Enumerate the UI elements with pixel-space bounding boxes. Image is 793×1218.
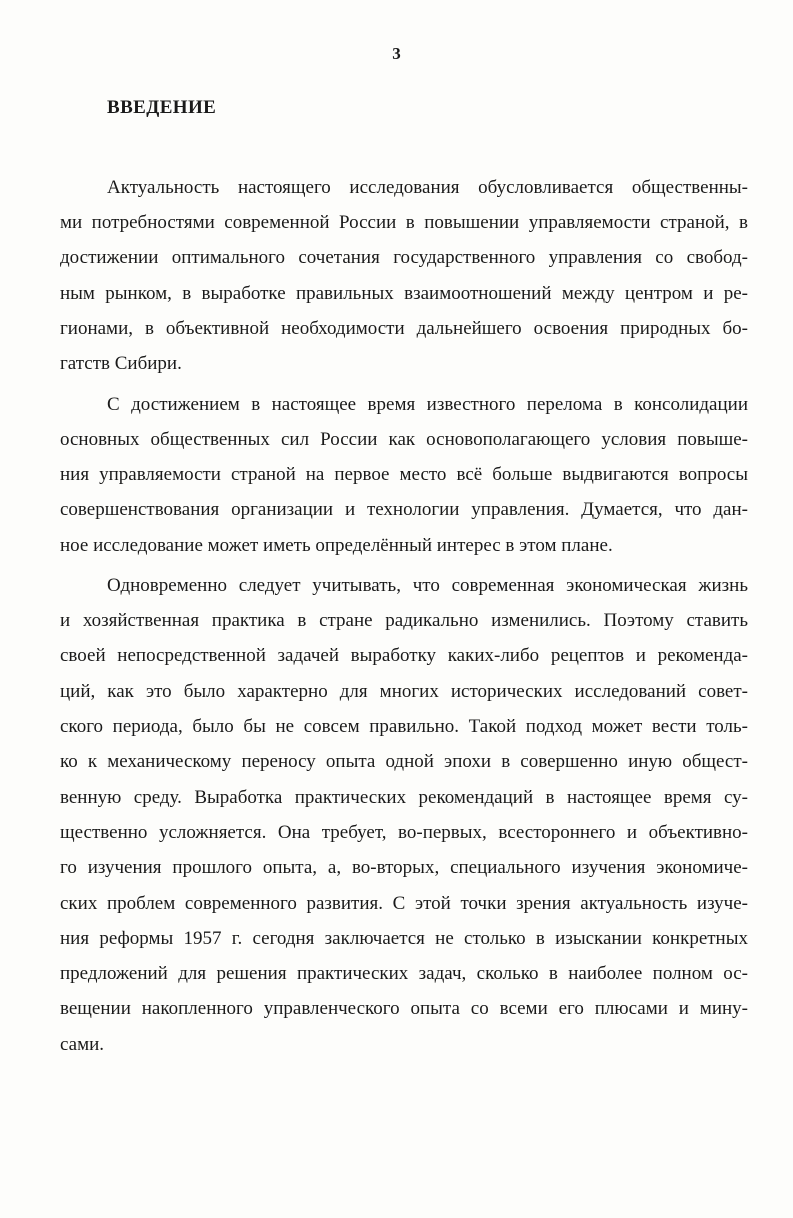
text-line: и хозяйственная практика в стране радикально изменились. Поэтому ставить [60,610,748,631]
page-number: 3 [392,44,401,63]
text-line: сами. [60,1034,105,1055]
section-heading: ВВЕДЕНИЕ [107,97,217,118]
text-line: С достижением в настоящее время известного перелома в консолидации [107,394,748,415]
text-line: ских проблем современного развития. С этой точки зрения актуальность изуче- [60,893,748,914]
text-line: ное исследование может иметь определённый интерес в этом плане. [60,535,613,556]
text-line: вещении накопленного управленческого опыта со всеми его плюсами и мину- [60,998,748,1019]
text-line: ций, как это было характерно для многих исторических исследований совет- [60,681,748,702]
text-line: го изучения прошлого опыта, а, во-вторых, специального изучения экономиче- [60,857,748,878]
text-line: ского периода, было бы не совсем правильно. Такой подход может вести толь- [60,716,748,737]
text-line: Одновременно следует учитывать, что современная экономическая жизнь [107,575,748,596]
text-line: основных общественных сил России как основополагающего условия повыше- [60,429,748,450]
text-line: достижении оптимального сочетания государственного управления со свобод- [60,247,748,268]
text-line: ным рынком, в выработке правильных взаимоотношений между центром и ре- [60,283,748,304]
text-line: ния управляемости страной на первое место всё больше выдвигаются вопросы [60,464,748,485]
text-line: гионами, в объективной необходимости дальнейшего освоения природных бо- [60,318,748,339]
text-line: ми потребностями современной России в повышении управляемости страной, в [60,212,748,233]
text-line: Актуальность настоящего исследования обусловливается общественны- [107,177,748,198]
text-line: щественно усложняется. Она требует, во-первых, всестороннего и объективно- [60,822,748,843]
text-line: ко к механическому переносу опыта одной эпохи в совершенно иную общест- [60,751,748,772]
text-line: предложений для решения практических задач, сколько в наиболее полном ос- [60,963,748,984]
text-line: совершенствования организации и технологии управления. Думается, что дан- [60,499,748,520]
text-line: гатств Сибири. [60,353,182,374]
text-line: венную среду. Выработка практических рекомендаций в настоящее время су- [60,787,748,808]
text-line: ния реформы 1957 г. сегодня заключается не столько в изыскании конкретных [60,928,748,949]
text-line: своей непосредственной задачей выработку каких-либо рецептов и рекоменда- [60,645,748,666]
